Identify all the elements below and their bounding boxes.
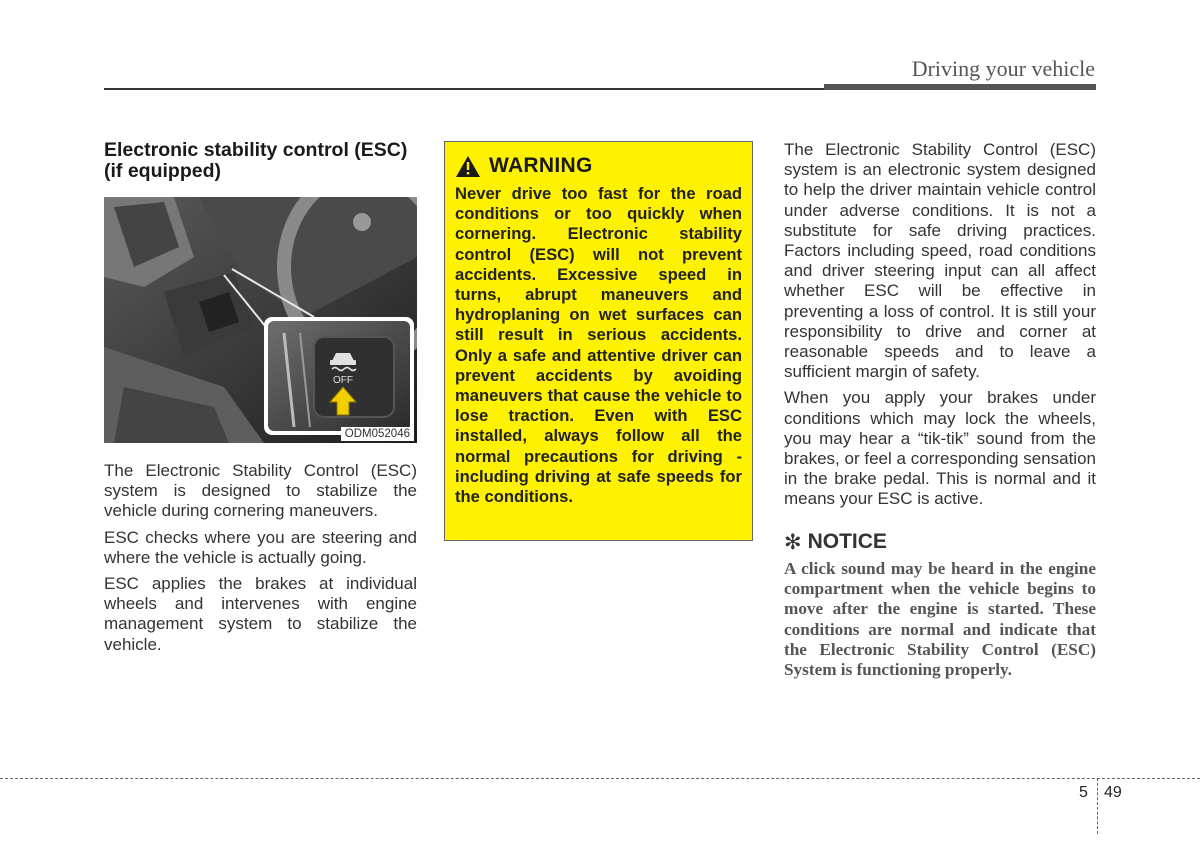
warning-title: WARNING [489, 154, 593, 177]
page-number: 49 [1104, 784, 1122, 801]
header-rule [104, 88, 826, 90]
photo-caption: ODM052046 [341, 427, 414, 441]
paragraph: ESC checks where you are steering and where the vehicle is actually going. [104, 527, 417, 567]
right-column [784, 140, 1096, 680]
esc-button-photo [104, 197, 417, 443]
footer-rule [0, 778, 1200, 779]
footer-divider [1097, 778, 1098, 834]
paragraph: When you apply your brakes under conditions which may lock the wheels, you may hear a “tik-tik” sound from the brakes, or feel a corresponding sensation in the brake pedal. This is normal and it means your ESC is active. [784, 388, 1096, 509]
warning-box [444, 141, 753, 541]
notice-text: A click sound may be heard in the engine compartment when the vehicle begins to move after the engine is started. These conditions are normal and indicate that the Electronic Stability Control (ESC) System is functioning properly. [784, 558, 1096, 680]
dashboard-illustration [104, 197, 417, 443]
off-label: OFF [333, 375, 353, 386]
notice-asterisk-icon: ✻ [784, 530, 802, 554]
paragraph: The Electronic Stability Control (ESC) system is an electronic system designed to help the driver maintain vehicle control under adverse conditions. It is not a substitute for safe driving practices. Factors including speed, road conditions and driver steering input can all affect whether ESC will be effective in preventing a loss of control. It is still your responsibility to drive and corner at reasonable speeds and to leave a sufficient margin of safety. [784, 140, 1096, 382]
header-rule-accent [824, 84, 1096, 90]
warning-text: Never drive too fast for the road conditions or too quickly when cornering. Electronic stability control (ESC) will not prevent accidents. Excessive speed in turns, abrupt maneuvers and hydroplaning on wet surfaces can still result in serious accidents. Only a safe and attentive driver can prevent accidents by avoiding maneuvers that cause the vehicle to lose traction. Even with ESC installed, always follow all the normal precautions for driving - including driving at safe speeds for the conditions. [455, 184, 742, 507]
paragraph: The Electronic Stability Control (ESC) system is designed to stabilize the vehicle during cornering maneuvers. [104, 461, 417, 521]
notice-title: NOTICE [807, 530, 887, 554]
section-title: Electronic stability control (ESC) (if equipped) [104, 139, 408, 182]
running-header-title: Driving your vehicle [911, 56, 1095, 81]
left-column [104, 140, 417, 661]
warning-triangle-icon [455, 155, 481, 178]
chapter-number: 5 [1079, 784, 1088, 801]
left-body [104, 461, 417, 655]
paragraph: ESC applies the brakes at individual wheels and intervenes with engine management system to stabilize the vehicle. [104, 574, 417, 654]
notice-header [784, 530, 1096, 555]
warning-header [455, 154, 742, 178]
